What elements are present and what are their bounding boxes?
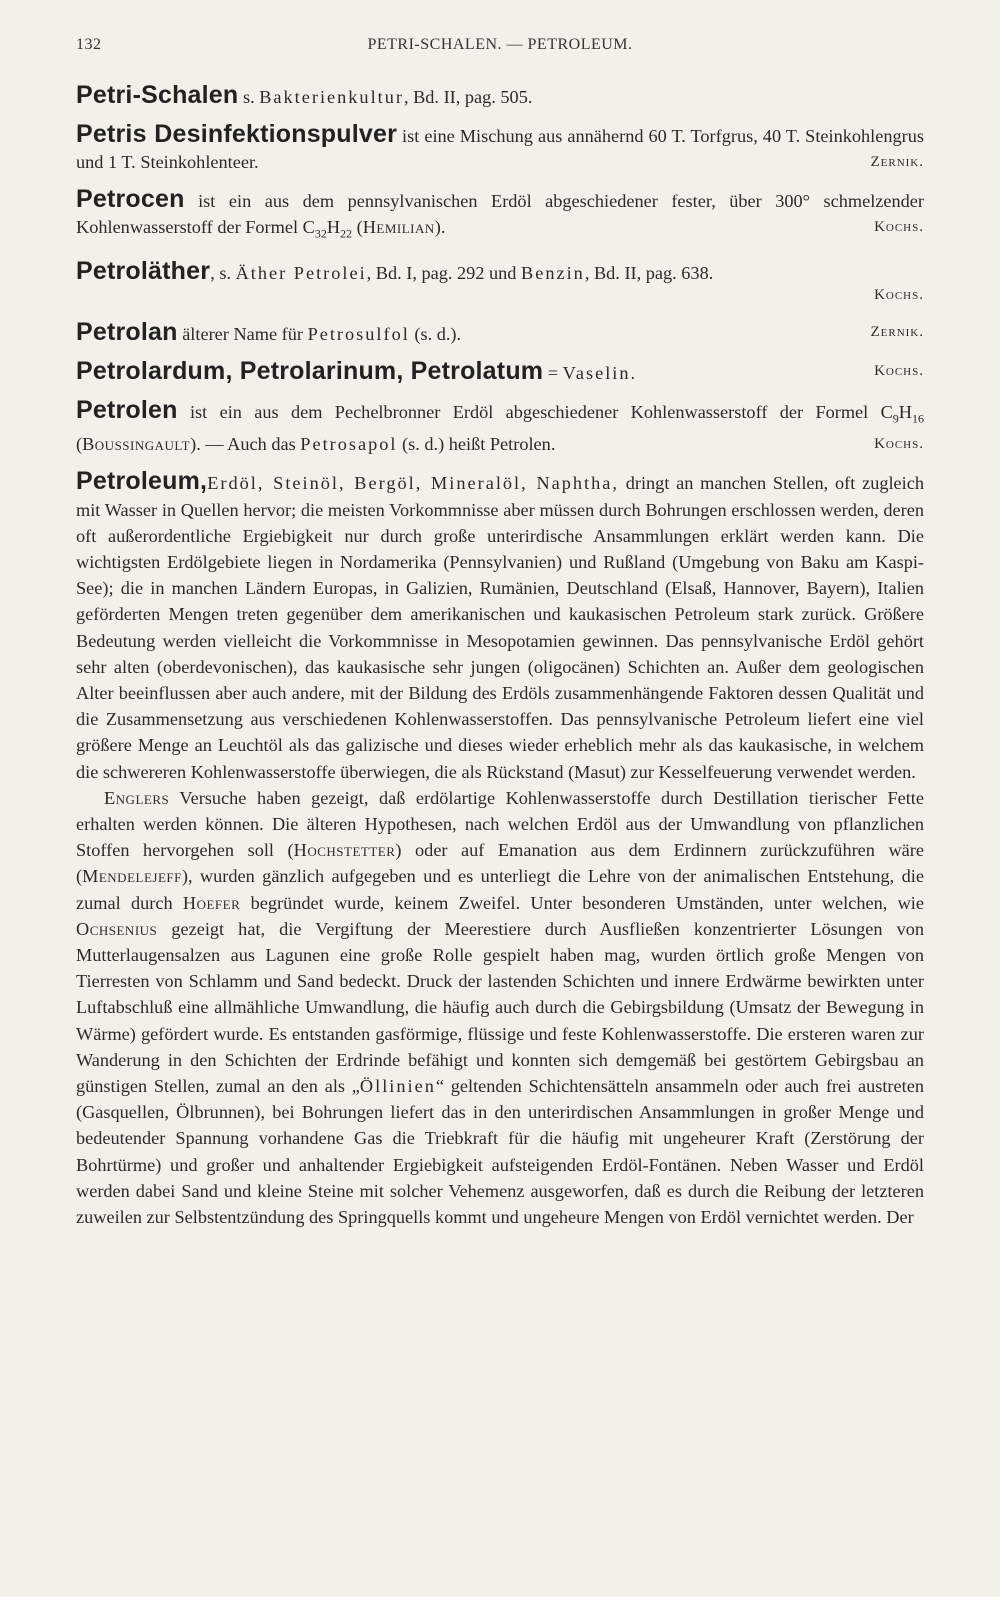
author-signature: Zernik. (870, 323, 924, 340)
entry-petrolardum: Petrolardum, Petrolarinum, Petrolatum = Vaselin. Kochs. (76, 356, 924, 385)
entry-petrolen: Petrolen ist ein aus dem Pechelbronner Erdöl abgeschiedener Kohlenwasserstoff der Formel $C_9H_{16}$ (Boussingault). — Auch das Petrosapol (s. d.) heißt Petrolen. Kochs. (76, 397, 924, 458)
page-header (76, 36, 924, 54)
headword: Petri-Schalen (76, 81, 239, 109)
author-signature: Kochs. (874, 436, 924, 453)
entry-petroleum: Petroleum,Erdöl, Steinöl, Bergöl, Mineralöl, Naphtha, dringt an manchen Stellen, oft zugleich mit Wasser in Quellen hervor; die meisten Vorkommnisse aber müssen durch Bohrungen erschlossen werden, deren oft außerordentliche Ergiebigkeit nur durch große unterirdische Ansammlungen erklärt werden kann. Die wichtigsten Erdölgebiete liegen in Nordamerika (Pennsylvanien) und Rußland (Umgebung von Baku am Kaspi-See); die in manchen Ländern Europas, in Galizien, Rumänien, Deutschland (Elsaß, Hannover, Bayern), Italien geförderten Mengen treten gegenüber dem amerikanischen und kaukasischen Petroleum stark zurück. Größere Bedeutung werden vielleicht die Vorkommnisse in Mesopotamien gewinnen. Das pennsylvanische Erdöl gehört sehr alten (oberdevonischen), das kaukasische sehr jungen (oligocänen) Schichten an. Außer dem geologischen Alter beeinflussen aber auch andere, mit der Bildung des Erdöls zusammenhängende Faktoren dessen Qualität und die Zusammensetzung aus verschiedenen Kohlenwasserstoffen. Das pennsylvanische Petroleum liefert eine viel größere Menge an Leuchtöl als das galizische und dieses wieder erheblich mehr als das kaukasische, in welchem die schwereren Kohlenwasserstoffe überwiegen, die als Rückstand (Masut) zur Kesselfeuerung verwendet werden. Englers Versuche haben gezeigt, daß erdölartige Kohlenwasserstoffe durch Destillation tierischer Fette erhalten werden können. Die älteren Hypothesen, nach welchen Erdöl aus der Umwandlung von pflanzlichen Stoffen hervorgehen soll (Hochstetter) oder auf Emanation aus dem Erdinnern zurückzuführen wäre (Mendelejeff), wurden gänzlich aufgegeben und es unterliegt die Lehre von der animalischen Entstehung, die zumal durch Hoefer begründet wurde, keinem Zweifel. Unter besonderen Umständen, unter welchen, wie Ochsenius gezeigt hat, die Vergiftung der Meerestiere durch Ausfließen konzentrierter Lösungen von Mutterlaugensalzen aus Lagunen eine große Rolle gespielt haben mag, wurden örtlich große Mengen von Tierresten von Schlamm und Sand bedeckt. Druck der lastenden Schichten und innere Erdwärme bewirkten unter Luftabschluß eine allmähliche Umwandlung, die häufig auch durch die Gebirgsbildung (Umsatz der Bewegung in Wärme) gefördert wurde. Es entstanden gasförmige, flüssige und feste Kohlenwasserstoffe. Die ersteren waren zur Wanderung in den Schichten der Erdrinde befähigt und konnten sich demgemäß bei gestörtem Gebirgsbau an günstigen Stellen, zumal an den als „Öllinien“ geltenden Schichtensätteln ansammeln oder auch frei austreten (Gasquellen, Ölbrunnen), bei Bohrungen liefert das in den unterirdischen Ansammlungen in großer Menge und bedeutender Spannung vorhandene Gas die Triebkraft für die häufig mit ungeheurer Kraft (Zerstörung der Bohrtürme) und großer und anhaltender Ergiebigkeit aufsteigenden Erdöl-Fontänen. Neben Wasser und Erdöl werden dabei Sand und kleine Steine mit solcher Vehemenz ausgeworfen, daß es durch die Reibung der letzteren zuweilen zur Selbstentzündung des Springquells kommt und ungeheure Mengen von Erdöl vernichtet werden. Der (76, 467, 925, 1227)
headword: Petris Desinfektionspulver (76, 120, 398, 148)
headword: Petrocen (76, 185, 185, 213)
entry-petrolaether: Petroläther, s. Äther Petrolei, Bd. I, pag. 292 und Benzin, Bd. II, pag. 638. Kochs. (76, 258, 924, 308)
paragraph-text: dringt an manchen Stellen, oft zugleich mit Wasser in Quellen hervor; die meisten Vorkommnisse aber müssen durch Bohrungen erschlossen werden, deren oft außerordentliche Ergiebigkeit nur durch große unterirdische Ansammlungen erklärt werden kann. Die wichtigsten Erdölgebiete liegen in Nordamerika (Pennsylvanien) und Rußland (Umgebung von Baku am Kaspi-See); die in manchen Ländern Europas, in Galizien, Rumänien, Deutschland (Elsaß, Hannover, Bayern), Italien geförderten Mengen treten gegenüber dem amerikanischen und kaukasischen Petroleum stark zurück. Größere Bedeutung werden vielleicht die Vorkommnisse in Mesopotamien gewinnen. Das pennsylvanische Erdöl gehört sehr alten (oberdevonischen), das kaukasische sehr jungen (oligocänen) Schichten an. Außer dem geologischen Alter beeinflussen aber auch andere, mit der Bildung des Erdöls zusammenhängende Faktoren dessen Qualität und die Zusammensetzung aus verschiedenen Kohlenwasserstoffen. Das pennsylvanische Petroleum liefert eine viel größere Menge an Leuchtöl als das galizische und dieses wieder erheblich mehr als das kaukasische, in welchem die schwereren Kohlenwasserstoffe überwiegen, die als Rückstand (Masut) zur Kesselfeuerung verwendet werden. (76, 473, 925, 782)
headword: Petrolan (76, 317, 178, 346)
headword: Petrolen (76, 395, 178, 424)
author-signature: Zernik. (870, 154, 924, 170)
author-signature: Kochs. (874, 219, 924, 235)
author-signature: Kochs. (874, 362, 924, 379)
entry-petrocen: Petrocen ist ein aus dem pennsylvanischen Erdöl abgeschiedener fester, über 300° schmelzender Kohlenwasserstoff der Formel $C_{32}H_{22}$ (Hemilian). Kochs. (76, 185, 924, 241)
entry-petri-schalen: Petri-Schalen s. Bakterienkultur, Bd. II, pag. 505. (76, 81, 533, 109)
entry-petrolan: Petrolan älterer Name für Petrosulfol (s. d.). Zernik. (76, 317, 924, 346)
headword: Petroläther (76, 256, 211, 285)
running-title: PETRI-SCHALEN. — PETROLEUM. (367, 36, 633, 53)
author-signature: Kochs. (874, 286, 924, 303)
headword: Petroleum, (76, 467, 208, 496)
headword: Petrolardum, Petrolarinum, Petrolatum (76, 356, 544, 385)
entry-petris-desinfektionspulver: Petris Desinfektionspulver ist eine Mischung aus annähernd 60 T. Torfgrus, 40 T. Steinkohlengrus und 1 T. Steinkohlenteer. Zernik. (76, 121, 924, 175)
page-number: 132 (76, 36, 102, 53)
